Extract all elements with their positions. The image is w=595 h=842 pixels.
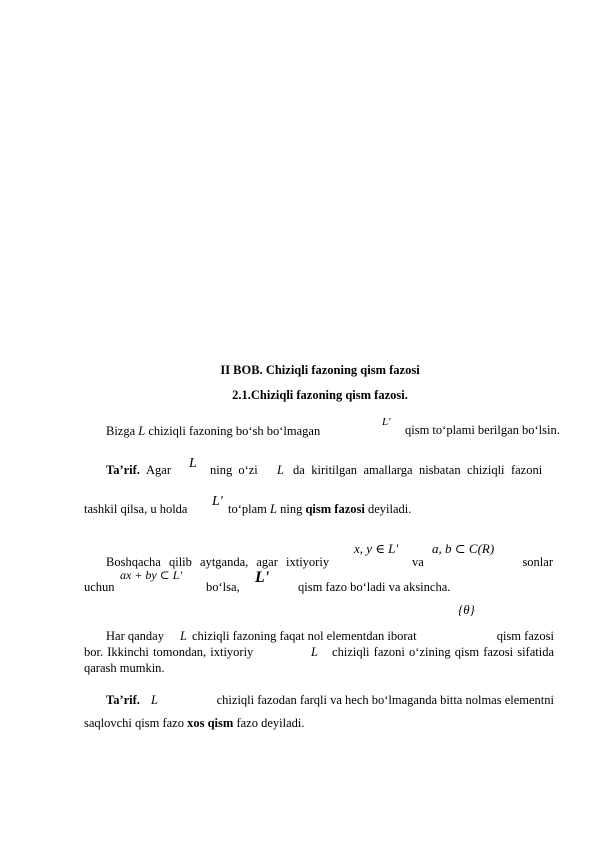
text: qism fazosi (496, 629, 554, 643)
chapter-heading: II BOB. Chiziqli fazoning qism fazosi (220, 363, 420, 377)
formula-axby: ax + by ⊂ L' (120, 568, 183, 582)
text: Agar (146, 463, 171, 477)
text: chiziqli fazoning faqat nol elementdan iborat (192, 629, 417, 643)
text: sonlar (522, 555, 553, 569)
text: to‘plam (228, 502, 267, 516)
definition-label: Ta’rif. (106, 463, 140, 477)
text: Har qanday (106, 629, 164, 643)
text: deyiladi. (367, 502, 412, 516)
symbol-L: L (311, 645, 318, 659)
term-xos-qism: xos qism (187, 716, 234, 730)
symbol-L: L (151, 693, 158, 707)
section-heading: 2.1.Chiziqli fazoning qism fazosi. (232, 388, 408, 402)
formula-theta-set: {θ} (458, 602, 475, 617)
text: chiziqli fazodan farqli va hech bo‘lmaganda bitta nolmas elementni (216, 693, 554, 707)
text: qarash mumkin. (84, 661, 165, 675)
text: fazo deyiladi. (236, 716, 305, 730)
symbol-L: L (277, 463, 284, 477)
text: saqlovchi qism fazo (84, 716, 184, 730)
text: va (412, 555, 424, 569)
term-qism-fazosi: qism fazosi (305, 502, 365, 516)
formula-L-prime: L' (382, 416, 391, 428)
symbol-L: L (138, 424, 146, 438)
text: ning o‘zi (210, 463, 258, 477)
formula-L: L (189, 456, 197, 471)
text: uchun (84, 580, 115, 594)
text: qism to‘plami berilgan bo‘lsin. (405, 423, 560, 437)
paragraph-4-line-1 (106, 629, 554, 645)
text: chiziqli fazoning bo‘sh bo‘lmagan (145, 424, 321, 438)
text: chiziqli fazoni o‘zining qism fazosi sifatida (332, 645, 554, 659)
formula-L-prime-big: L' (255, 569, 270, 586)
symbol-L: L (270, 502, 277, 516)
formula-L-prime-sub: L' (212, 494, 223, 509)
text: bor. Ikkinchi tomondan, ixtiyoriy (84, 645, 254, 659)
definition-2-line-2 (84, 716, 304, 731)
text: bo‘lsa, (206, 580, 240, 594)
definition-label: Ta’rif. (106, 693, 140, 707)
paragraph-4-line-2 (84, 645, 554, 661)
formula-ab-in-CR: a, b ⊂ C(R) (432, 541, 495, 556)
text: tashkil qilsa, u holda (84, 502, 188, 516)
symbol-L: L (180, 629, 187, 643)
paragraph-4-line-3 (84, 661, 165, 676)
text: qism fazo bo‘ladi va aksincha. (298, 580, 451, 594)
text: ning (280, 502, 303, 516)
formula-xy-in-L: x, y ∈ L' (354, 541, 399, 556)
text: Boshqacha qilib aytganda, agar ixtiyoriy (106, 555, 330, 569)
definition-line-1 (106, 463, 553, 479)
definition-2-line-1 (106, 693, 554, 709)
definition-line-2 (84, 502, 187, 517)
definition-line-2b (228, 502, 411, 517)
text: Bizga (106, 424, 139, 438)
text: da kiritilgan amallarga nisbatan chiziqli fazoni (293, 463, 543, 477)
